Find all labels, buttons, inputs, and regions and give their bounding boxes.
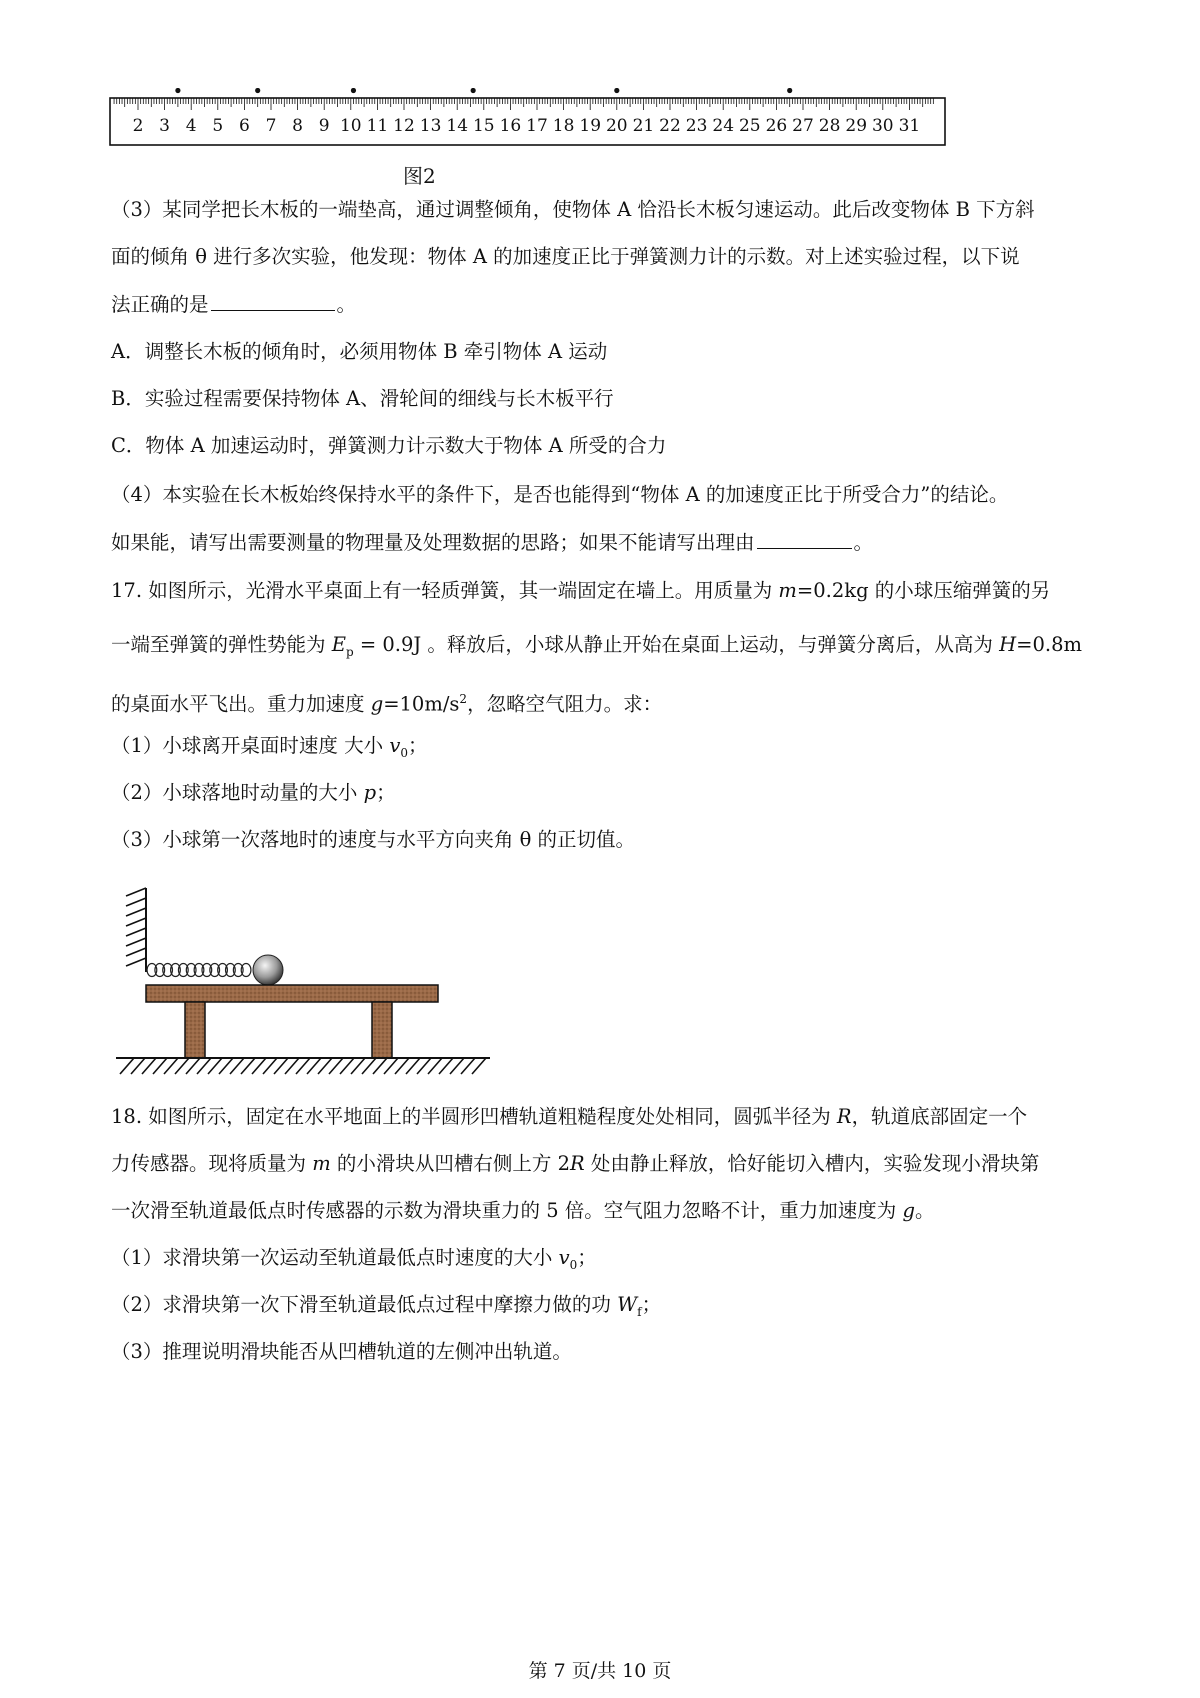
ground-hatch-line <box>461 1058 475 1074</box>
q18-sub1-b: ； <box>577 1246 597 1269</box>
q18-sub1-a: （1）求滑块第一次运动至轨道最低点时速度的大小 <box>111 1246 559 1269</box>
figure-2-caption: 图2 <box>403 164 436 188</box>
q18-line1-a: 18. 如图所示，固定在水平地面上的半圆形凹槽轨道粗糙程度处处相同，圆弧半径为 <box>111 1105 837 1128</box>
q18-line3 <box>111 1197 935 1225</box>
q17-sub3: （3）小球第一次落地时的速度与水平方向夹角 θ 的正切值。 <box>111 828 636 851</box>
ground-hatch-line <box>274 1058 288 1074</box>
q16-p4-line1: （4）本实验在长木板始终保持水平的条件下，是否也能得到“物体 A 的加速度正比于所受合力”的结论。 <box>111 483 1009 506</box>
var-m: m <box>312 1152 331 1175</box>
var-g: g <box>370 692 384 716</box>
ground-hatch-line <box>395 1058 409 1074</box>
ground-hatch-line <box>252 1058 266 1074</box>
q18-line2-b: 的小滑块从凹槽右侧上方 2 <box>330 1152 571 1175</box>
ruler-label: 30 <box>871 116 894 136</box>
ground-hatch-line <box>285 1058 299 1074</box>
q16-p3-line3 <box>111 290 356 319</box>
ground-hatch-line <box>428 1058 442 1074</box>
q17-line3-b: =10m/s <box>383 692 460 716</box>
ground-hatch-line <box>175 1058 189 1074</box>
ground-hatch-line <box>241 1058 255 1074</box>
ground-hatching <box>120 1058 486 1074</box>
answer-blank[interactable] <box>211 290 335 311</box>
ruler-label: 13 <box>419 116 442 136</box>
var-h: H <box>999 633 1017 656</box>
ground-hatch-line <box>153 1058 167 1074</box>
q17-sub1-b: ； <box>407 734 428 757</box>
var-p: p <box>363 781 377 804</box>
q18-line1-b: ，轨道底部固定一个 <box>851 1105 1028 1128</box>
tape-dot <box>351 88 356 93</box>
q16-p4-line2-end: 。 <box>853 531 874 554</box>
q16-option-b: B．实验过程需要保持物体 A、滑轮间的细线与长木板平行 <box>111 387 614 410</box>
ruler-label: 14 <box>446 116 469 136</box>
ruler-label: 27 <box>792 116 814 136</box>
q17-line2-a: 一端至弹簧的弹性势能为 <box>111 633 332 656</box>
ruler-diagram <box>108 88 948 148</box>
ruler-label: 9 <box>318 116 330 136</box>
ruler-label: 29 <box>845 116 868 136</box>
q16-p3-line2: 面的倾角 θ 进行多次实验，他发现：物体 A 的加速度正比于弹簧测力计的示数。对上述实验过程，以下说 <box>111 245 1020 268</box>
ground-hatch-line <box>186 1058 200 1074</box>
q17-sub2-b: ； <box>376 781 396 804</box>
ground-hatch-line <box>439 1058 453 1074</box>
ruler-label: 24 <box>712 116 735 136</box>
q16-option-a: A．调整长木板的倾角时，必须用物体 B 牵引物体 A 运动 <box>111 340 608 363</box>
ruler-label: 20 <box>605 116 628 136</box>
ground-hatch-line <box>120 1058 134 1074</box>
ground-hatch-line <box>263 1058 277 1074</box>
var-r: R <box>836 1105 852 1128</box>
ground-hatch-line <box>142 1058 156 1074</box>
q16-p3-line1: （3）某同学把长木板的一端垫高，通过调整倾角，使物体 A 恰沿长木板匀速运动。此后改变物体 B 下方斜 <box>111 198 1035 221</box>
q17-line2-c: =0.8m <box>1016 633 1082 656</box>
ground-hatch-line <box>384 1058 398 1074</box>
q17-line2-b: = 0.9J 。释放后，小球从静止开始在桌面上运动，与弹簧分离后，从高为 <box>353 633 1000 656</box>
ground-hatch-line <box>164 1058 178 1074</box>
tape-dot <box>175 88 180 93</box>
ruler-label: 7 <box>265 116 277 136</box>
ground-hatch-line <box>219 1058 233 1074</box>
q17-sub1-a: （1）小球离开桌面时速度 大小 <box>111 734 390 757</box>
var-m: m <box>778 579 797 602</box>
var-ep: E <box>331 633 346 656</box>
ground-hatch-line <box>197 1058 211 1074</box>
ground-hatch-line <box>450 1058 464 1074</box>
ground-hatch-line <box>340 1058 354 1074</box>
ruler-label: 21 <box>632 116 655 136</box>
var-v-sub: 0 <box>569 1257 578 1272</box>
q17-line3-c: ，忽略空气阻力。求： <box>467 692 663 716</box>
page-footer: 第 7 页/共 10 页 <box>528 1660 672 1682</box>
ball <box>253 955 283 985</box>
q16-p3-line3-text: 法正确的是 <box>111 293 209 316</box>
q18-line2 <box>111 1150 1039 1178</box>
q18-line2-c: 处由静止释放，恰好能切入槽内，实验发现小滑块第 <box>584 1152 1040 1175</box>
ground-hatch-line <box>373 1058 387 1074</box>
ground-hatch-line <box>230 1058 244 1074</box>
q17-line1 <box>111 577 1050 605</box>
ground-hatch-line <box>406 1058 420 1074</box>
var-v: v <box>558 1246 570 1269</box>
q18-sub2-b: ； <box>641 1293 662 1316</box>
q18-sub2-a: （2）求滑块第一次下滑至轨道最低点过程中摩擦力做的功 <box>111 1293 618 1316</box>
q16-option-c: C．物体 A 加速运动时，弹簧测力计示数大于物体 A 所受的合力 <box>111 434 667 457</box>
spring-table-diagram <box>110 876 500 1076</box>
q16-p4-line2 <box>111 528 873 557</box>
ruler-label: 4 <box>185 116 197 136</box>
wall-hatching <box>126 888 146 966</box>
q18-sub3: （3）推理说明滑块能否从凹槽轨道的左侧冲出轨道。 <box>111 1340 572 1363</box>
ground-hatch-line <box>417 1058 431 1074</box>
ruler-label: 31 <box>898 116 921 136</box>
q17-sub2 <box>111 779 396 807</box>
ruler-label: 23 <box>685 116 708 136</box>
ruler-label: 19 <box>579 116 602 136</box>
q17-line1-b: =0.2kg 的小球压缩弹簧的另 <box>796 579 1051 602</box>
ruler-label: 10 <box>339 116 362 136</box>
ruler-label: 11 <box>366 116 389 136</box>
tape-dot <box>787 88 792 93</box>
var-v: v <box>389 734 401 757</box>
ruler-label: 8 <box>292 116 304 136</box>
ruler-label: 16 <box>499 116 522 136</box>
q16-p4-line2-text: 如果能，请写出需要测量的物理量及处理数据的思路；如果不能请写出理由 <box>111 531 755 554</box>
q17-figure <box>110 876 500 1076</box>
ruler-label: 25 <box>738 116 761 136</box>
q18-sub1 <box>111 1244 597 1279</box>
var-g: g <box>902 1199 915 1222</box>
answer-blank[interactable] <box>757 528 852 549</box>
ruler-label: 22 <box>659 116 681 136</box>
tape-dot <box>471 88 476 93</box>
q18-line1 <box>111 1103 1027 1131</box>
ruler-label: 26 <box>765 116 788 136</box>
q18-sub2 <box>111 1291 661 1326</box>
ruler-label: 6 <box>238 116 250 136</box>
ruler-label: 17 <box>526 116 548 136</box>
ground-hatch-line <box>208 1058 222 1074</box>
q17-line3-a: 的桌面水平飞出。重力加速度 <box>111 692 371 716</box>
ground-hatch-line <box>472 1058 486 1074</box>
ground-hatch-line <box>362 1058 376 1074</box>
table-leg-right <box>372 1002 392 1058</box>
tape-dot <box>255 88 260 93</box>
var-w: W <box>617 1293 638 1316</box>
tape-dot <box>614 88 619 93</box>
q16-p3-line3-end: 。 <box>336 293 357 316</box>
ground-hatch-line <box>329 1058 343 1074</box>
ruler-label: 3 <box>159 116 171 136</box>
ruler-label: 28 <box>818 116 841 136</box>
q17-line1-a: 17. 如图所示，光滑水平桌面上有一轻质弹簧，其一端固定在墙上。用质量为 <box>111 579 779 602</box>
q18-line3-a: 一次滑至轨道最低点时传感器的示数为滑块重力的 5 倍。空气阻力忽略不计，重力加速度为 <box>111 1199 903 1222</box>
q17-sub1 <box>111 732 428 767</box>
q17-line2 <box>111 631 1082 666</box>
table-top <box>146 985 438 1002</box>
ground-hatch-line <box>318 1058 332 1074</box>
var-v-sub: 0 <box>400 745 408 760</box>
figure-2-ruler <box>108 88 948 148</box>
q17-sub2-a: （2）小球落地时动量的大小 <box>111 781 364 804</box>
ground-hatch-line <box>351 1058 365 1074</box>
ruler-label: 15 <box>472 116 495 136</box>
ground-hatch-line <box>131 1058 145 1074</box>
ground-hatch-line <box>307 1058 321 1074</box>
q18-line3-b: 。 <box>915 1199 935 1222</box>
var-w-sub: f <box>637 1304 642 1319</box>
spring <box>147 964 251 977</box>
q18-line2-a: 力传感器。现将质量为 <box>111 1152 313 1175</box>
ruler-label: 18 <box>552 116 575 136</box>
ruler-label: 5 <box>212 116 224 136</box>
ruler-label: 2 <box>132 116 144 136</box>
ground-hatch-line <box>296 1058 310 1074</box>
var-ep-sub: p <box>345 644 354 659</box>
var-g-sup: 2 <box>459 692 468 706</box>
ruler-label: 12 <box>393 116 415 136</box>
table-leg-left <box>185 1002 205 1058</box>
var-r: R <box>570 1152 585 1175</box>
q17-line3 <box>111 685 662 719</box>
